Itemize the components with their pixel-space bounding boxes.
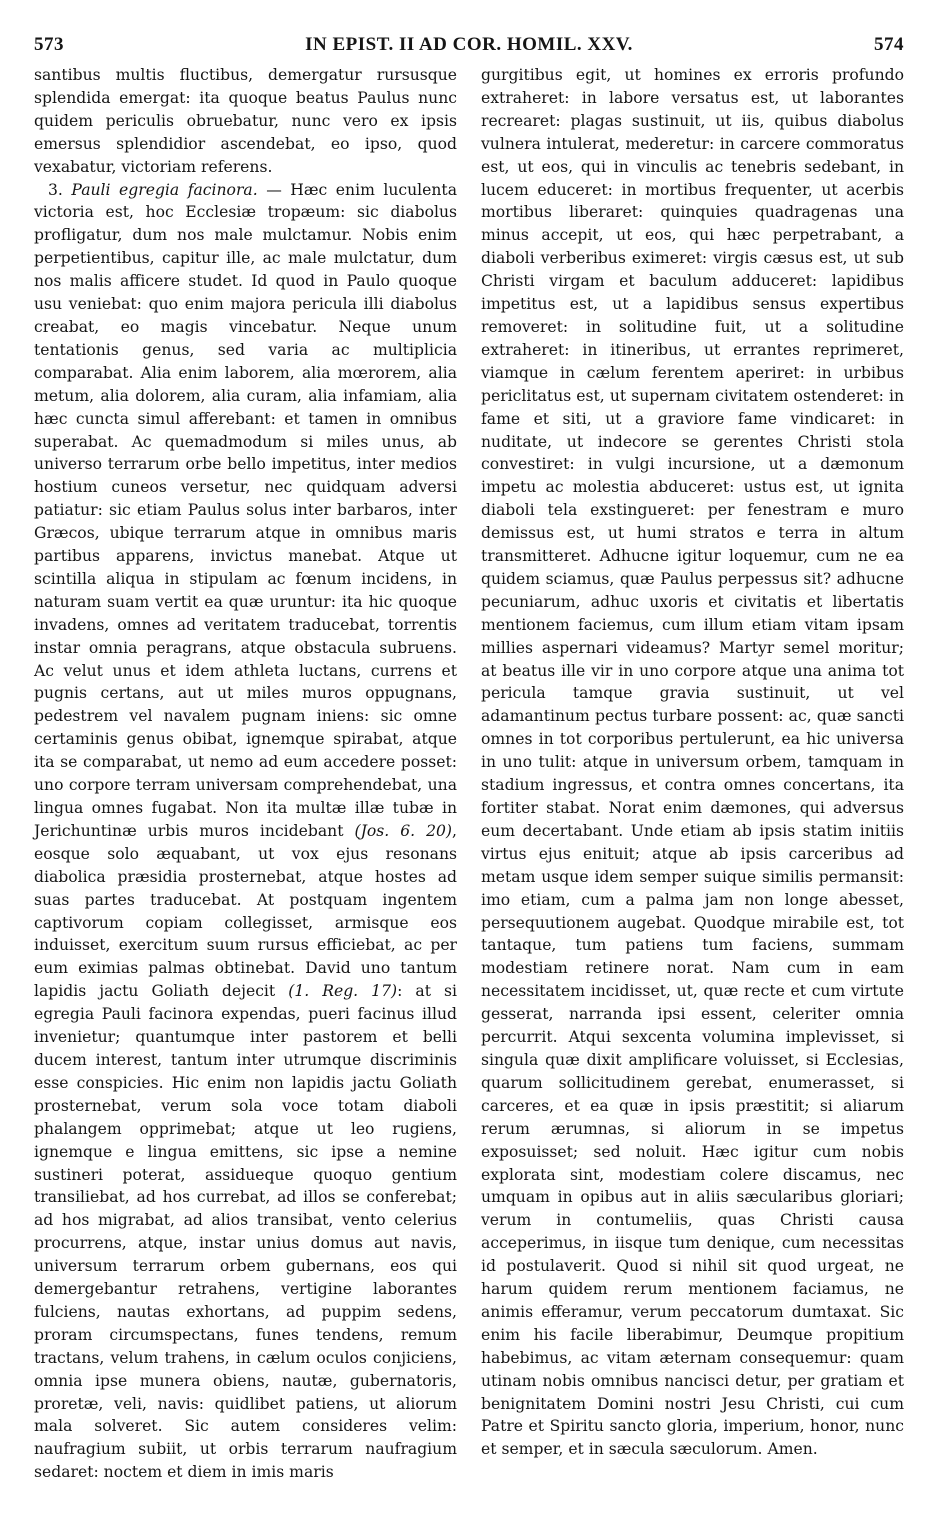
section-text-3: : at si egregia Pauli facinora expendas, pueri facinus illud invenietur; quantumque inter pastorem et belli ducem interest, tantum inter utrumque discriminis esse conspicies. Hic enim non lapidis jactu Goliath prosternebat, verum sola voce totam diaboli phalangem opprimebat; atque ut leo rugiens, ignemque e lingua emittens, sic ipse a nemine sustineri poterat, assidueque quoquo gentium transiliebat, ad hos currebat, ad illos se conferebat; ad hos migrabat, ad alios transibat, vento celerius procurrens, atque, instar unius domus aut navis, universum terrarum orbem gubernans, eos qui demergebantur retrahens, vertigine laborantes fulciens, nautas exhortans, ad puppim sedens, proram circumspectans, funes tendens, remum tractans, velum trahens, in cælum oculos conjiciens, omnia ipse munera obiens, nautæ, gubernatoris, proretæ, veli, navis: quidlibet patiens, ut aliorum mala solveret. Sic autem consideres velim: naufragium subiit, ut orbis terrarum naufragium sedaret: noctem et diem in imis maris — [34, 982, 457, 1482]
scripture-reference: (Jos. 6. 20) — [354, 821, 453, 840]
section-text: — Hæc enim luculenta victoria est, hoc Ecclesiæ tropæum: sic diabolus profligatur, dum nos male mulctamur. Nobis enim perpetientibus, capitur ille, ac male mulctatur, dum nos malis afficere studet. Id quod in Paulo quoque usu veniebat: quo enim majora pericula illi diabolus creabat, eo magis vincebatur. Neque unum tentationis genus, sed varia ac multiplicia comparabat. Alia enim laborem, alia mœrorem, alia metum, alia dolorem, alia curam, alia infamiam, alia hæc cuncta simul afferebant: et tamen in omnibus superabat. Ac quemadmodum si miles unus, ab universo terrarum orbe bello impetitus, inter medios hostium cuneos versetur, nec quidquam adversi patiatur: sic etiam Paulus solus inter barbaros, inter Græcos, ubique terrarum atque in omnibus maris partibus apparens, invictus manebat. Atque ut scintilla aliqua in stipulam ac fœnum incidens, in naturam suam vertit ea quæ uruntur: ita hic quoque invadens, omnes ad veritatem traducebat, torrentis instar omnia peragrans, atque obstacula subruens. Ac velut unus et idem athleta luctans, currens et pugnis certans, aut ut miles muros oppugnans, pedestrem vel navalem pugnam iniens: sic omne certaminis genus obibat, ignemque spirabat, atque ita se comparabat, ut nemo ad eum accedere posset: uno corpore terram universam comprehendebat, una lingua omnes fugabat. Non ita multæ illæ tubæ in Jerichuntinæ urbis muros incidebant — [34, 180, 457, 840]
scripture-reference-2: (1. Reg. 17) — [288, 982, 398, 1001]
right-column — [481, 64, 904, 1461]
running-header — [34, 34, 904, 60]
left-column — [34, 64, 457, 1484]
page-number-left: 573 — [34, 34, 64, 55]
section-heading: Pauli egregia facinora. — [71, 180, 258, 199]
page-number-right: 574 — [874, 34, 904, 55]
paragraph-section-3 — [34, 179, 457, 1485]
paragraph-continuation: santibus multis fluctibus, demergatur rursusque splendida emergat: ita quoque beatus Paulus nunc quidem periculis obruebatur, nunc vero ex ipsis emersus splendidior ascendebat, eo ipso, quod vexabatur, victoriam referens. — [34, 66, 457, 176]
section-text-2: , eosque solo æquabant, ut vox ejus resonans diabolica præsidia prosternebat, atque hostes ad suas partes traducebat. At postquam ingentem captivorum copiam collegisset, armisque eos induisset, exercitum suum rursus efficiebat, ac per eum eximias palmas obtinebat. David uno tantum lapidis jactu Goliath dejecit — [34, 821, 457, 1001]
section-number: 3. — [48, 180, 63, 199]
paragraph-right: gurgitibus egit, ut homines ex erroris profundo extraheret: in labore versatus est, ut laborantes recrearet: plagas sustinuit, ut iis, quibus diabolus vulnera intulerat, mederetur: in carcere commoratus est, ut eos, qui in vinculis ac tenebris sedebant, in lucem educeret: in mortibus frequenter, ut acerbis mortibus liberaret: quinquies quadragenas una minus accepit, ut eos, qui hæc perpetrabant, a diaboli verberibus eximeret: virgis cæsus est, ut sub Christi virgam et baculum adduceret: lapidibus impetitus est, ut a lapidibus sensus expertibus removeret: in solitudine fuit, ut a solitudine extraheret: in itineribus, ut errantes reprimeret, viamque in cælum ferentem aperiret: in urbibus periclitatus est, ut supernam civitatem ostenderet: in fame et siti, ut a graviore fame vindicaret: in nuditate, ut indecore se gerentes Christi stola convestiret: in vulgi incursione, ut a dæmonum impetu ac molestia abduceret: ustus est, ut ignita diaboli tela exstingueret: per fenestram e muro demissus est, ut humi stratos e terra in altum transmitteret. Adhucne igitur loquemur, cum ne ea quidem sciamus, quæ Paulus perpessus sit? adhucne pecuniarum, adhuc uxoris et civitatis et libertatis mentionem faciemus, cum illum etiam vitam ipsam millies aspernari videamus? Martyr semel moritur; at beatus ille vir in uno corpore atque una anima tot pericula tamque gravia sustinuit, ut vel adamantinum pectus turbare possent: ac, quæ sancti omnes in tot corporibus pertulerunt, ea hic universa in uno tulit: atque in universum orbem, tamquam in stadium ingressus, et contra omnes concertans, ita fortiter stabat. Norat enim dæmones, qui adversus eum decertabant. Unde etiam ab ipsis statim initiis virtus ejus enituit; atque ab ipsis carceribus ad metam usque idem semper suique similis permansit: imo etiam, cum a palma jam non longe abesset, persequutionem augebat. Quodque mirabile est, tot tantaque, tum patiens tum faciens, summam modestiam retinere norat. Nam cum in eam necessitatem incidisset, ut, quæ recte et cum virtute gesserat, narranda ipsi essent, celeriter omnia percurrit. Atqui sexcenta volumina implevisset, si singula quæ dixit amplificare voluisset, si Ecclesias, quarum sollicitudinem gerebat, enumerasset, si carceres, et ea quæ in ipsis præstitit; si aliarum rerum ærumnas, si aliorum in se impetus exposuisset; sed noluit. Hæc igitur cum nobis explorata sint, modestiam colere discamus, nec umquam in opibus aut in aliis sæcularibus gloriari; verum in contumeliis, quas Christi causa acceperimus, in iisque tum denique, cum necessitas id postulaverit. Quod si nihil sit quod urgeat, ne harum quidem rerum mentionem faciamus, ne animis efferamur, verum peccatorum dumtaxat. Sic enim his facile liberabimur, Deumque propitium habebimus, ac vitam æternam consequemur: quam utinam nobis omnibus nancisci detur, per gratiam et benignitatem Domini nostri Jesu Christi, cui cum Patre et Spiritu sancto gloria, imperium, honor, nunc et semper, et in sæcula sæculorum. Amen. — [481, 66, 904, 1459]
running-title: IN EPIST. II AD COR. HOMIL. XXV. — [305, 34, 633, 55]
